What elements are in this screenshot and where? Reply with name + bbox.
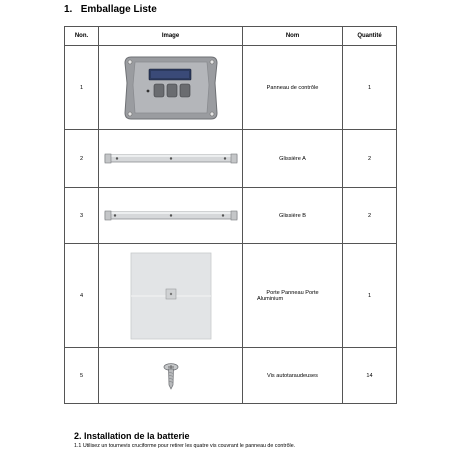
section-2-heading: 2. Installation de la batterie [74, 431, 190, 441]
header-qty: Quantité [343, 27, 397, 46]
section-1-number: 1. [64, 4, 73, 15]
row-name-line-2: Aluminium [257, 295, 284, 302]
table-row [65, 348, 397, 404]
table-row [65, 46, 397, 130]
row-name-line-1: Porte Panneau Porte [266, 289, 319, 296]
row-num: 3 [65, 188, 99, 244]
section-1-heading [64, 4, 157, 15]
row-image-cell [99, 188, 243, 244]
packing-list-table [64, 26, 397, 404]
table-row [65, 188, 397, 244]
row-qty: 14 [343, 348, 397, 404]
rail-b-image [103, 208, 239, 224]
row-image-cell [99, 46, 243, 130]
header-name: Nom [243, 27, 343, 46]
header-image: Image [99, 27, 243, 46]
row-num: 2 [65, 130, 99, 188]
row-num: 4 [65, 244, 99, 348]
row-name-text: Panneau de contrôle [266, 84, 319, 91]
step-1-1-text: 1.1 Utilisez un tournevis cruciforme pour retirer les quatre vis couvrant le panneau de contrôle. [74, 443, 296, 449]
row-num: 1 [65, 46, 99, 130]
row-qty: 1 [343, 46, 397, 130]
header-num: Non. [65, 27, 99, 46]
row-image-cell [99, 348, 243, 404]
row-name: Vis autotaraudeuses [243, 348, 343, 404]
self-tapping-screw-image [161, 362, 181, 390]
control-panel-image [121, 53, 221, 123]
table-row [65, 130, 397, 188]
row-num: 5 [65, 348, 99, 404]
row-qty: 2 [343, 188, 397, 244]
row-name [243, 46, 343, 130]
row-qty: 1 [343, 244, 397, 348]
rail-a-image [103, 151, 239, 167]
section-1-title: Emballage Liste [80, 4, 157, 15]
row-image-cell [99, 244, 243, 348]
row-name: Glissière B [243, 188, 343, 244]
table-row [65, 244, 397, 348]
row-image-cell [99, 130, 243, 188]
row-name: Glissière A [243, 130, 343, 188]
row-qty: 2 [343, 130, 397, 188]
table-header-row [65, 27, 397, 46]
aluminium-door-panel-image [130, 252, 212, 340]
row-name [243, 244, 343, 348]
